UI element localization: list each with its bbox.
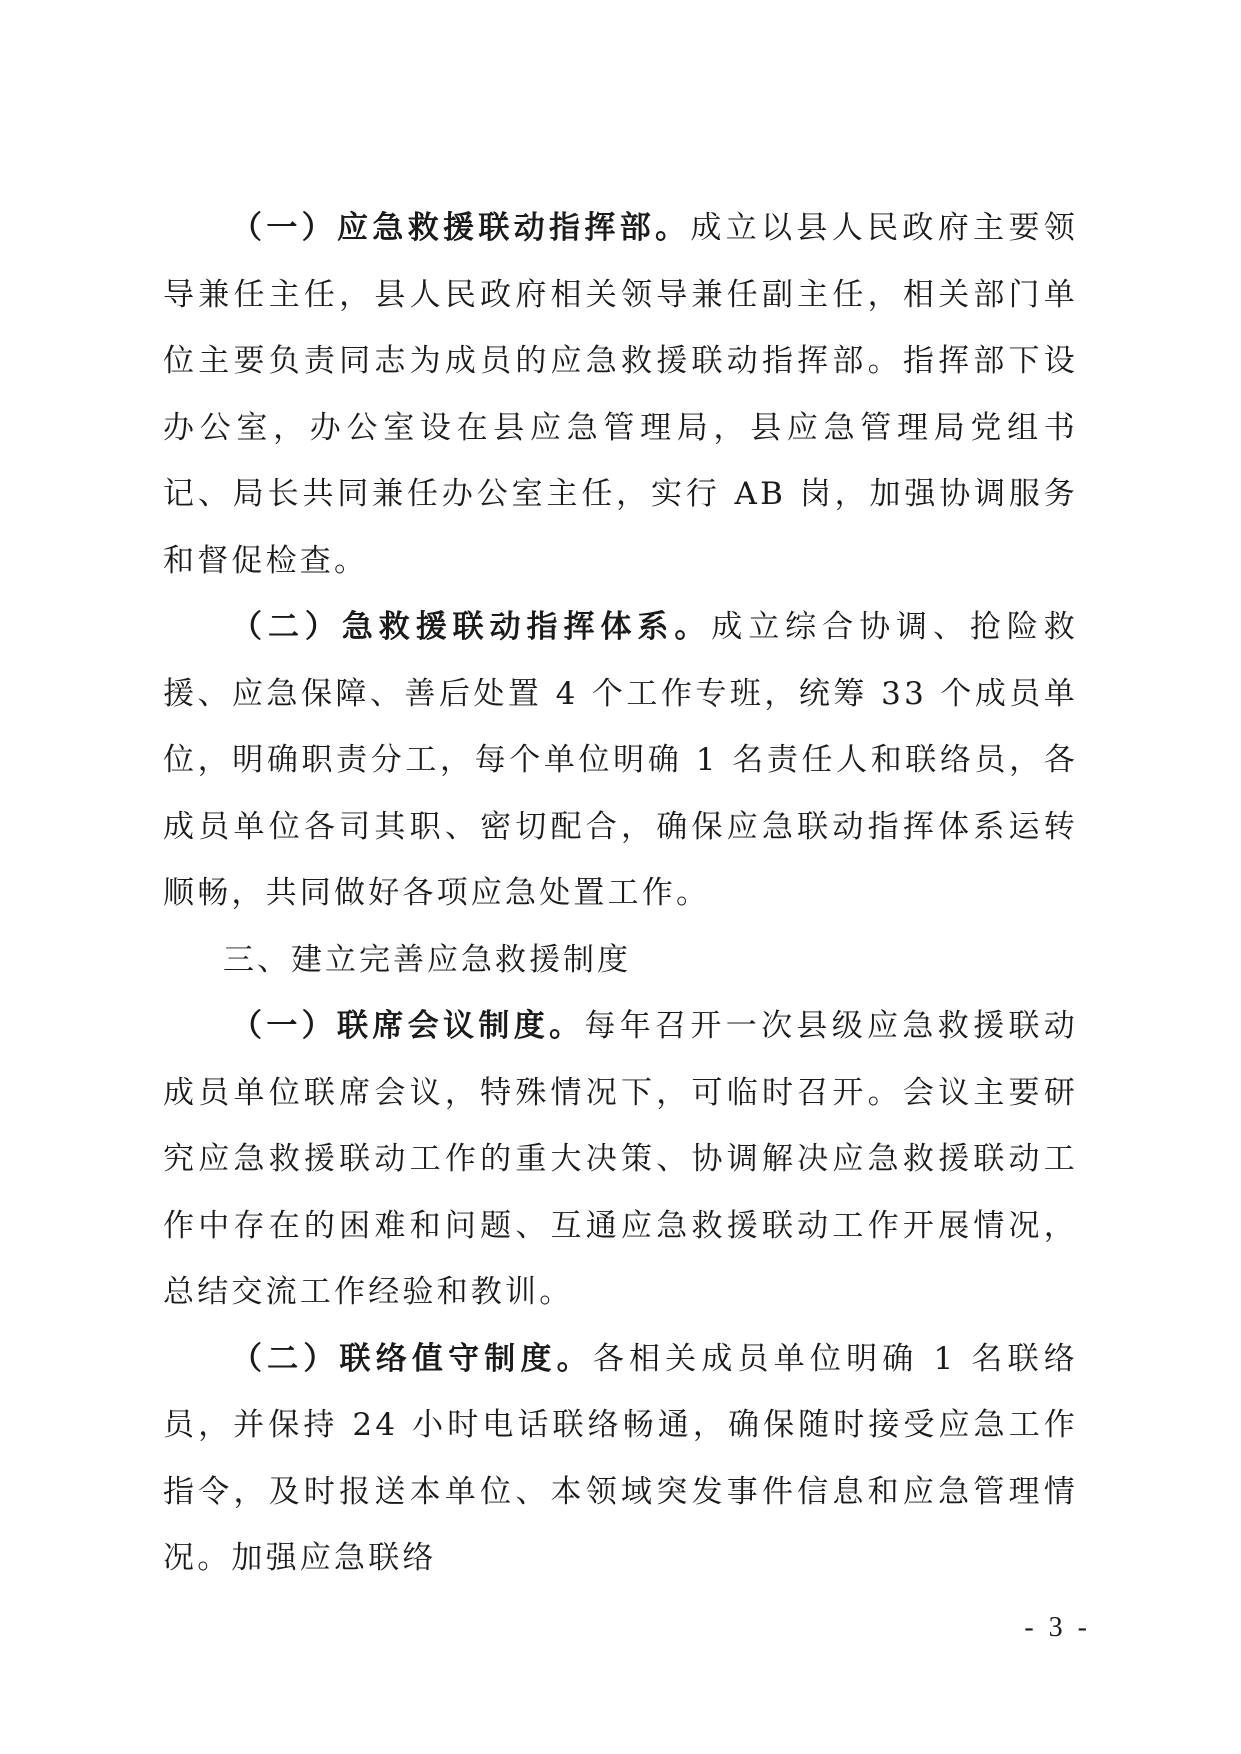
paragraph-liaison-duty xyxy=(163,1326,1078,1592)
paragraph-text: 成立以县人民政府主要领导兼任主任，县人民政府相关领导兼任副主任，相关部门单位主要负责同志为成员的应急救援联动指挥部。指挥部下设办公室，办公室设在县应急管理局，县应急管理局党组书记、局长共同兼任办公室主任，实行 AB 岗，加强协调服务和督促检查。 xyxy=(163,210,1078,579)
page-number: - 3 - xyxy=(1024,1612,1091,1643)
paragraph-lead: （一）联席会议制度。 xyxy=(231,1008,585,1044)
paragraph-lead: （一）应急救援联动指挥部。 xyxy=(231,210,691,246)
paragraph-lead: （二）急救援联动指挥体系。 xyxy=(231,609,712,645)
paragraph-command-system xyxy=(163,594,1078,927)
document-body xyxy=(163,195,1078,1592)
section-heading: 三、建立完善应急救援制度 xyxy=(223,941,631,978)
paragraph-text: 成立综合协调、抢险救援、应急保障、善后处置 4 个工作专班，统筹 33 个成员单位，明确职责分工，每个单位明确 1 名责任人和联络员，各成员单位各司其职、密切配合，确保应急联动指挥体系运转顺畅，共同做好各项应急处置工作。 xyxy=(163,609,1079,911)
paragraph-lead: （二）联络值守制度。 xyxy=(231,1340,593,1377)
paragraph-text: 每年召开一次县级应急救援联动成员单位联席会议，特殊情况下，可临时召开。会议主要研究应急救援联动工作的重大决策、协调解决应急救援联动工作中存在的困难和问题、互通应急救援联动工作开展情况，总结交流工作经验和教训。 xyxy=(163,1008,1078,1310)
paragraph-command-center xyxy=(163,195,1078,594)
paragraph-text: 各相关成员单位明确 1 名联络员，并保持 24 小时电话联络畅通，确保随时接受应急工作指令，及时报送本单位、本领域突发事件信息和应急管理情况。加强应急联络 xyxy=(163,1340,1078,1576)
paragraph-joint-meeting xyxy=(163,993,1078,1326)
